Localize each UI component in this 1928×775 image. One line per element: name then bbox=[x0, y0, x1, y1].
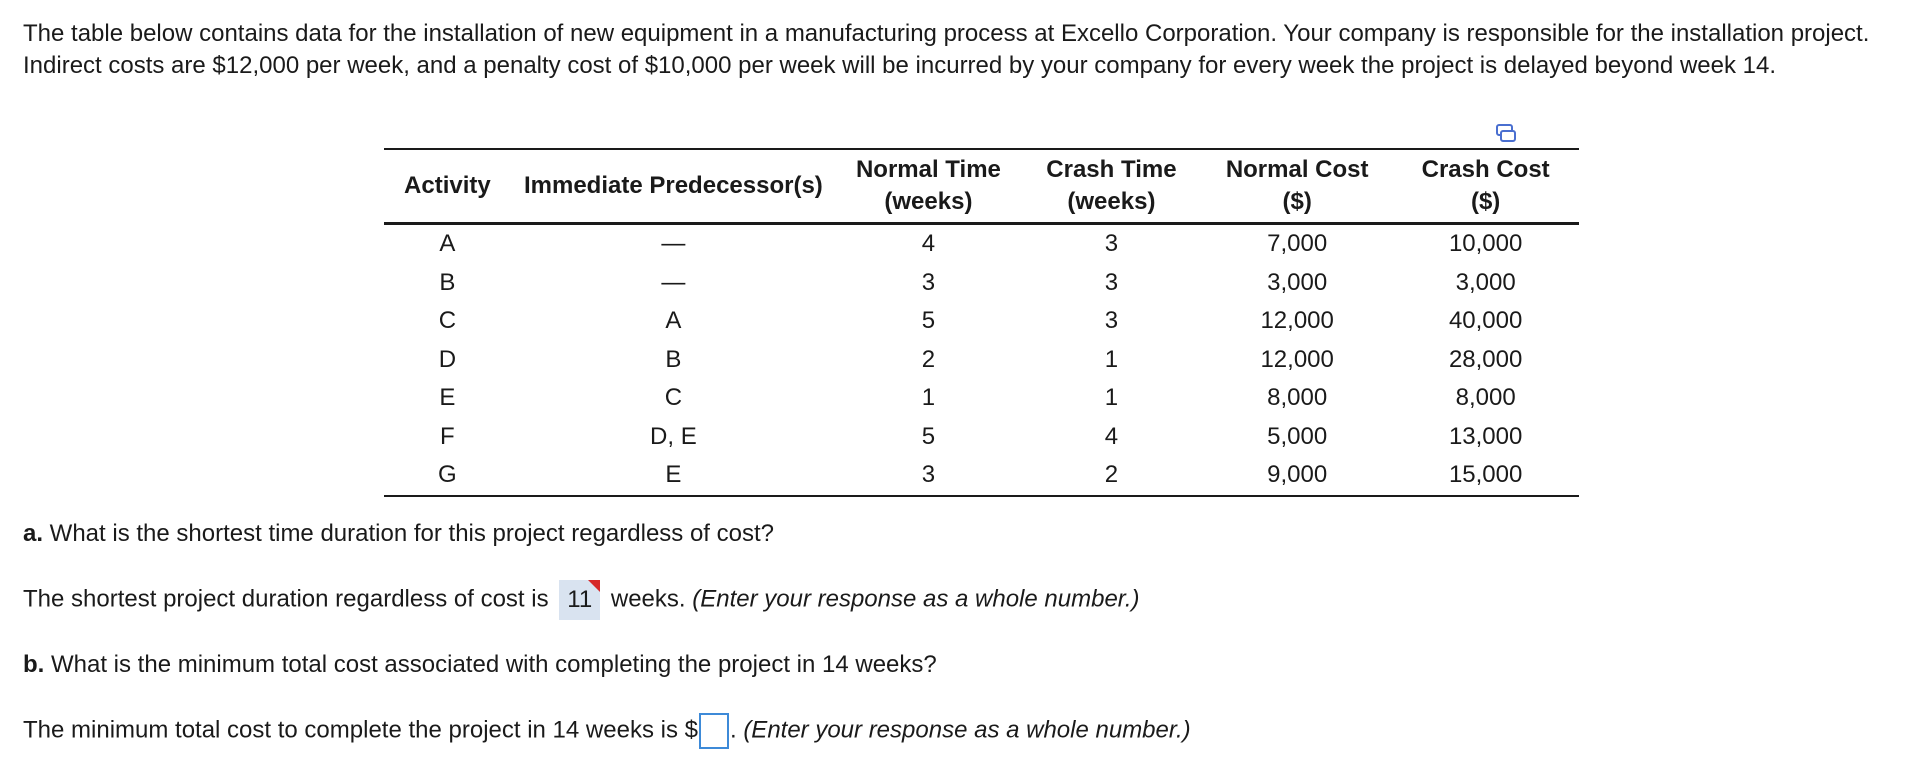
table-row bbox=[384, 302, 1579, 341]
table-row bbox=[384, 341, 1579, 380]
cell-crash-cost: 13,000 bbox=[1448, 422, 1523, 450]
cell-normal-cost: 9,000 bbox=[1202, 456, 1392, 496]
answer-a-prefix: The shortest project duration regardless of cost is bbox=[23, 585, 556, 613]
cell-crash-cost: 15,000 bbox=[1392, 456, 1579, 496]
cell-predecessor: C bbox=[664, 384, 683, 412]
answer-b-input[interactable] bbox=[699, 713, 729, 749]
cell-crash-cost: 8,000 bbox=[1455, 384, 1516, 412]
table-row bbox=[384, 379, 1579, 418]
header-normal-cost: Normal Cost ($) bbox=[1202, 149, 1392, 224]
cell-crash-time: 2 bbox=[1021, 456, 1202, 496]
question-b bbox=[23, 649, 937, 681]
header-activity: Activity bbox=[384, 149, 511, 224]
cell-predecessor: E bbox=[511, 456, 836, 496]
answer-b-prefix: The minimum total cost to complete the project in 14 weeks is $ bbox=[23, 716, 698, 744]
answer-a-field[interactable] bbox=[559, 580, 600, 620]
answer-b-suffix: . bbox=[729, 716, 744, 744]
answer-a-line bbox=[23, 580, 1140, 620]
cell-normal-time: 3 bbox=[836, 456, 1021, 496]
cell-normal-time: 5 bbox=[921, 422, 936, 450]
cell-crash-time: 3 bbox=[1104, 268, 1119, 296]
question-a-label: a. bbox=[23, 520, 44, 547]
cell-crash-time: 1 bbox=[1104, 345, 1119, 373]
cell-normal-cost: 7,000 bbox=[1267, 230, 1328, 258]
header-normal-time: Normal Time (weeks) bbox=[836, 149, 1021, 224]
cell-activity: G bbox=[384, 456, 511, 496]
answer-a-value: 11 bbox=[567, 586, 593, 613]
question-b-label: b. bbox=[23, 651, 45, 678]
table-row bbox=[384, 456, 1579, 496]
cell-normal-time: 3 bbox=[921, 268, 936, 296]
cell-crash-time: 3 bbox=[1104, 230, 1119, 258]
cell-normal-time: 1 bbox=[921, 384, 936, 412]
cell-crash-cost: 3,000 bbox=[1455, 268, 1516, 296]
cell-predecessor: D, E bbox=[650, 422, 697, 450]
copy-table-icon[interactable] bbox=[1495, 123, 1517, 143]
header-predecessors: Immediate Predecessor(s) bbox=[511, 149, 836, 224]
cell-crash-time: 1 bbox=[1104, 384, 1119, 412]
cell-normal-time: 2 bbox=[921, 345, 936, 373]
cell-predecessor: A bbox=[665, 307, 682, 335]
question-a-text: What is the shortest time duration for this project regardless of cost? bbox=[43, 520, 775, 547]
cell-normal-cost: 5,000 bbox=[1267, 422, 1328, 450]
cell-predecessor: — bbox=[661, 230, 686, 258]
question-b-text: What is the minimum total cost associated with completing the project in 14 weeks? bbox=[44, 651, 937, 678]
answer-b-line bbox=[23, 713, 1191, 749]
answer-a-hint: (Enter your response as a whole number.) bbox=[692, 585, 1140, 613]
question-a bbox=[23, 518, 774, 550]
cell-predecessor: — bbox=[661, 268, 686, 296]
cell-activity: B bbox=[439, 268, 456, 296]
table-row bbox=[384, 264, 1579, 303]
table-header-row bbox=[384, 149, 1579, 224]
cell-normal-time: 4 bbox=[921, 230, 936, 258]
cell-crash-cost: 10,000 bbox=[1448, 230, 1523, 258]
problem-intro: The table below contains data for the installation of new equipment in a manufacturing process at Excello Corporation. Your company is responsible for the installation project. Indirect costs are $12,000 per week, and a penalty cost of $10,000 per week will be incurred by your company for every week the project is delayed beyond week 14. bbox=[23, 20, 1870, 79]
cell-activity: C bbox=[438, 307, 457, 335]
incorrect-flag-icon bbox=[588, 580, 600, 592]
answer-a-suffix: weeks. bbox=[604, 585, 693, 613]
cell-normal-cost: 8,000 bbox=[1267, 384, 1328, 412]
header-crash-time: Crash Time (weeks) bbox=[1021, 149, 1202, 224]
cell-normal-time: 5 bbox=[921, 307, 936, 335]
activity-table bbox=[384, 148, 1579, 497]
cell-normal-cost: 12,000 bbox=[1260, 307, 1334, 335]
cell-activity: F bbox=[440, 422, 455, 450]
cell-crash-cost: 28,000 bbox=[1448, 345, 1523, 373]
table-row bbox=[384, 418, 1579, 457]
cell-activity: D bbox=[438, 345, 457, 373]
cell-normal-cost: 3,000 bbox=[1267, 268, 1328, 296]
cell-crash-time: 4 bbox=[1104, 422, 1119, 450]
cell-activity: A bbox=[439, 230, 456, 258]
cell-predecessor: B bbox=[665, 345, 682, 373]
cell-crash-cost: 40,000 bbox=[1448, 307, 1523, 335]
cell-crash-time: 3 bbox=[1104, 307, 1119, 335]
cell-normal-cost: 12,000 bbox=[1260, 345, 1334, 373]
answer-b-hint: (Enter your response as a whole number.) bbox=[743, 716, 1191, 744]
table-row bbox=[384, 224, 1579, 264]
cell-activity: E bbox=[439, 384, 456, 412]
header-crash-cost: Crash Cost ($) bbox=[1392, 149, 1579, 224]
